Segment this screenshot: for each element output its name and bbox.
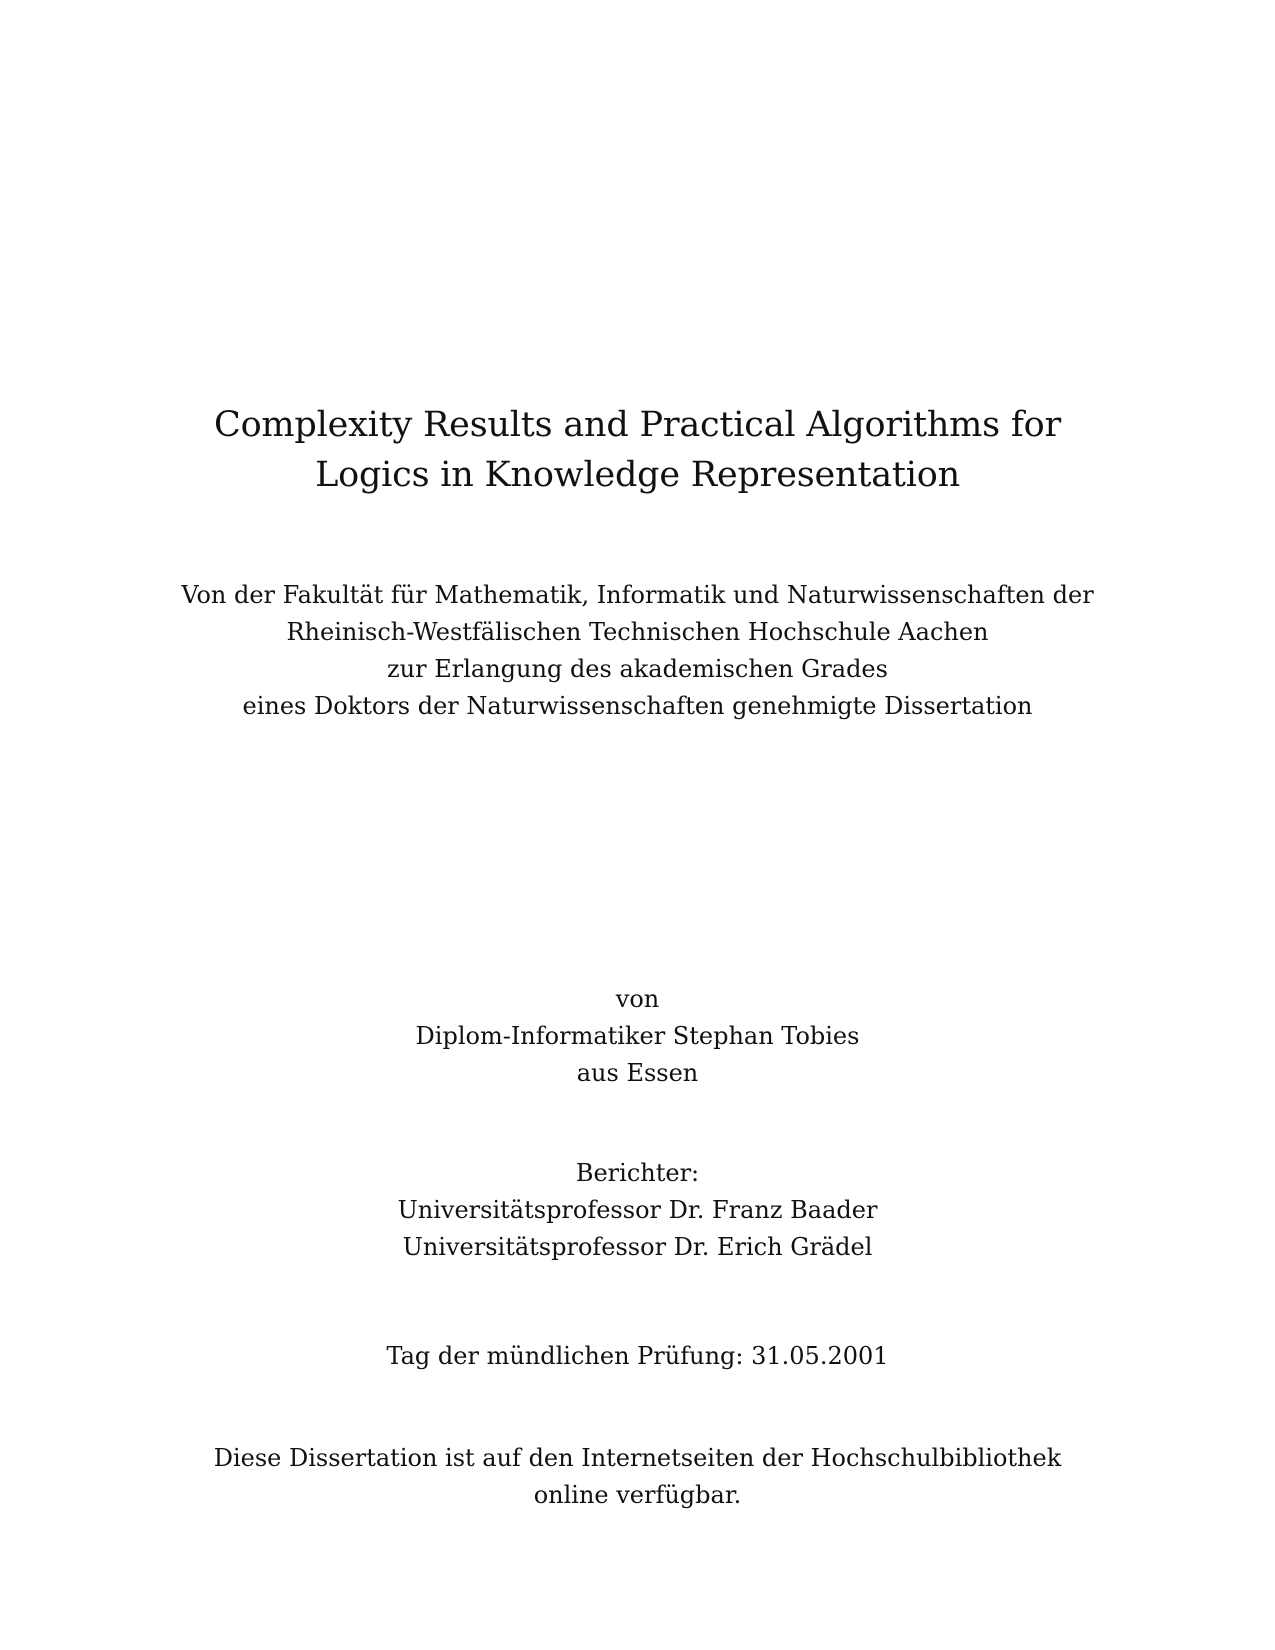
referee-2: Universitätsprofessor Dr. Erich Grädel	[402, 1233, 873, 1261]
faculty-line-1: Von der Fakultät für Mathematik, Informatik und Naturwissenschaften der	[181, 581, 1094, 609]
author-origin: aus Essen	[576, 1059, 699, 1087]
faculty-line-4: eines Doktors der Naturwissenschaften genehmigte Dissertation	[242, 692, 1033, 720]
title-line-1: Complexity Results and Practical Algorithms for	[213, 405, 1061, 445]
referees-block	[0, 1155, 1275, 1266]
availability-line-2: online verfügbar.	[533, 1481, 742, 1509]
exam-date-text: Tag der mündlichen Prüfung: 31.05.2001	[386, 1342, 889, 1370]
referee-1: Universitätsprofessor Dr. Franz Baader	[397, 1196, 878, 1224]
faculty-line-2: Rheinisch-Westfälischen Technischen Hochschule Aachen	[286, 618, 989, 646]
availability-line-1: Diese Dissertation ist auf den Internetseiten der Hochschulbibliothek	[213, 1444, 1062, 1472]
dissertation-title	[0, 400, 1275, 500]
exam-date	[0, 1338, 1275, 1375]
author-block	[0, 981, 1275, 1092]
availability-note	[0, 1440, 1275, 1514]
faculty-statement	[0, 577, 1275, 725]
author-name: Diplom-Informatiker Stephan Tobies	[415, 1022, 860, 1050]
faculty-line-3: zur Erlangung des akademischen Grades	[387, 655, 888, 683]
title-line-2: Logics in Knowledge Representation	[315, 455, 960, 495]
author-von: von	[615, 985, 660, 1013]
referees-label: Berichter:	[575, 1159, 700, 1187]
